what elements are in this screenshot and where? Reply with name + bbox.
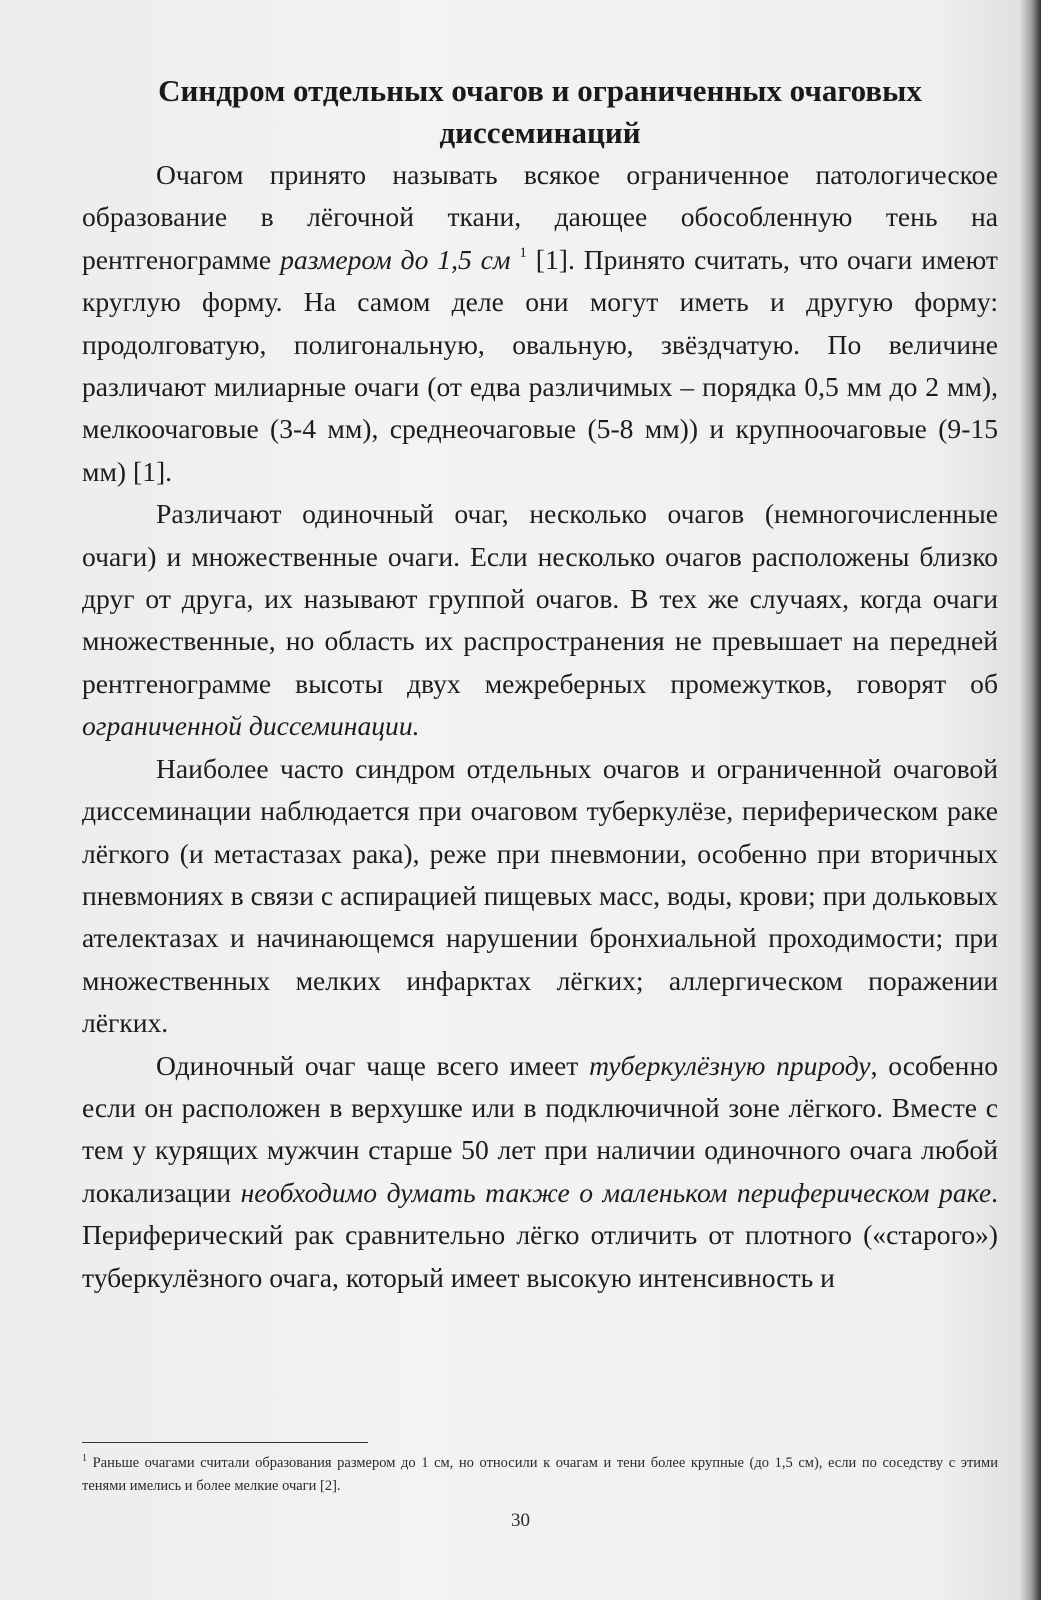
footnote-text: Раньше очагами считали образования размером до 1 см, но относили к очагам и тени более крупные (до 1,5 см), если по соседству с этими тенями имелись и более мелкие очаги [2]. — [82, 1455, 998, 1494]
paragraph-3: Наиболее часто синдром отдельных очагов и ограниченной очаговой диссеминации наблюдается при очаговом туберкулёзе, периферическом раке лёгкого (и метастазах рака), реже при пневмонии, особенно при вторичных пневмониях в связи с аспирацией пищевых масс, воды, крови; при дольковых ателектазах и начинающемся нарушении бронхиальной проходимости; при множественных мелких инфарктах лёгких; аллергическом поражении лёгких. — [82, 752, 998, 1039]
paragraph-1-italic-size: размером до 1,5 см — [280, 243, 511, 275]
paragraph-2-text-a: Различают одиночный очаг, несколько очагов (немногочисленные очаги) и множественные очаги. Если несколько очагов расположены близко друг от друга, их называют группой очагов. В тех же случаях, когда очаги множественные, но область их распространения не превышает на передней рентгенограмме высоты двух межреберных промежутков, говорят об — [82, 498, 998, 699]
paragraph-2-italic-term: ограниченной диссеминации. — [82, 710, 420, 742]
paragraph-4-text-e: . Периферический рак сравнительно лёгко отличить от плотного («старого») туберкулёзного очага, который имеет высокую интенсивность и — [82, 1176, 998, 1293]
paragraph-1-text-a: Очагом принято называть всякое ограниченное патологическое образование в лёгочной ткани, дающее обособленную тень на рентгенограмме — [82, 159, 998, 275]
paragraph-1-text-c: [1]. Принято считать, что очаги имеют круглую форму. На самом деле они могут иметь и другую форму: продолговатую, полигональную, овальную, звёздчатую. По величине различают милиарные очаги (от едва различимых – порядка 0,5 мм до 2 мм), мелкоочаговые (3-4 мм), среднеочаговые (5-8 мм)) и крупноочаговые (9-15 мм) [1]. — [82, 243, 998, 487]
paragraph-1 — [82, 154, 998, 493]
paragraph-4-italic-cancer: необходимо думать также о маленьком периферическом раке — [240, 1176, 992, 1208]
paragraph-2 — [82, 493, 998, 747]
paragraph-4-text-a: Одиночный очаг чаще всего имеет — [156, 1049, 590, 1081]
page-number: 30 — [511, 1510, 530, 1531]
paragraph-4-text-c: , особенно если он расположен в верхушке или в подключичной зоне лёгкого. Вместе с тем у курящих мужчин старше 50 лет при наличии одиночного очага любой локализации — [82, 1049, 999, 1208]
footnote-divider — [82, 1442, 368, 1443]
footnote — [82, 1452, 998, 1498]
section-title: Синдром отдельных очагов и ограниченных очаговых диссеминаций — [158, 73, 922, 150]
page-content — [82, 70, 998, 1299]
footnote-reference: 1 — [519, 244, 527, 261]
footnote-mark: 1 — [82, 1453, 87, 1464]
paragraph-4 — [82, 1045, 998, 1299]
paragraph-4-italic-nature: туберкулёзную природу — [589, 1049, 871, 1081]
page-edge-shadow — [1019, 0, 1041, 1600]
